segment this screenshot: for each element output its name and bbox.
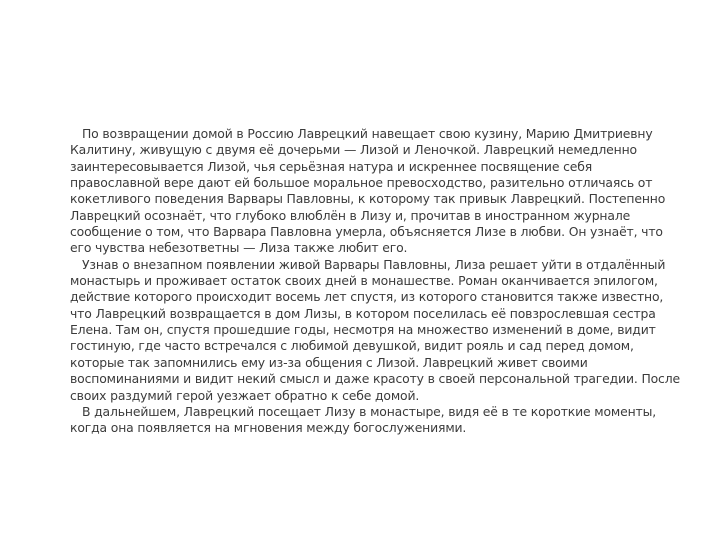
paragraph-2: Узнав о внезапном появлении живой Варвары Павловны, Лиза решает уйти в отдалённый монастырь и проживает остаток своих дней в монашестве. Роман оканчивается эпилогом, действие которого происходит восемь лет спустя, из которого становится также известно, что Лаврецкий возвращается в дом Лизы, в котором поселилась её повзрослевшая сестра Елена. Там он, спустя прошедшие годы, несмотря на множество изменений в доме, видит гостиную, где часто встречался с любимой девушкой, видит рояль и сад перед домом, которые так запомнились ему из-за общения с Лизой. Лаврецкий живет своими воспоминаниями и видит некий смысл и даже красоту в своей персональной трагедии. После своих раздумий герой уезжает обратно к себе домой. bbox=[70, 256, 680, 403]
paragraph-1: По возвращении домой в Россию Лаврецкий навещает свою кузину, Марию Дмитриевну Калитину, живущую с двумя её дочерьми — Лизой и Леночкой. Лаврецкий немедленно заинтересовывается Лизой, чья серьёзная натура и искреннее посвящение себя православной вере дают ей большое моральное превосходство, разительно отличаясь от кокетливого поведения Варвары Павловны, к которому так привык Лаврецкий. Постепенно Лаврецкий осознаёт, что глубоко влюблён в Лизу и, прочитав в иностранном журнале сообщение о том, что Варвара Павловна умерла, объясняется Лизе в любви. Он узнаёт, что его чувства небезответны — Лиза также любит его. bbox=[70, 126, 666, 256]
paragraph-3: В дальнейшем, Лаврецкий посещает Лизу в монастыре, видя её в те короткие моменты, когда она появляется на мгновения между богослужениями. bbox=[70, 403, 657, 436]
body-text bbox=[70, 126, 680, 437]
